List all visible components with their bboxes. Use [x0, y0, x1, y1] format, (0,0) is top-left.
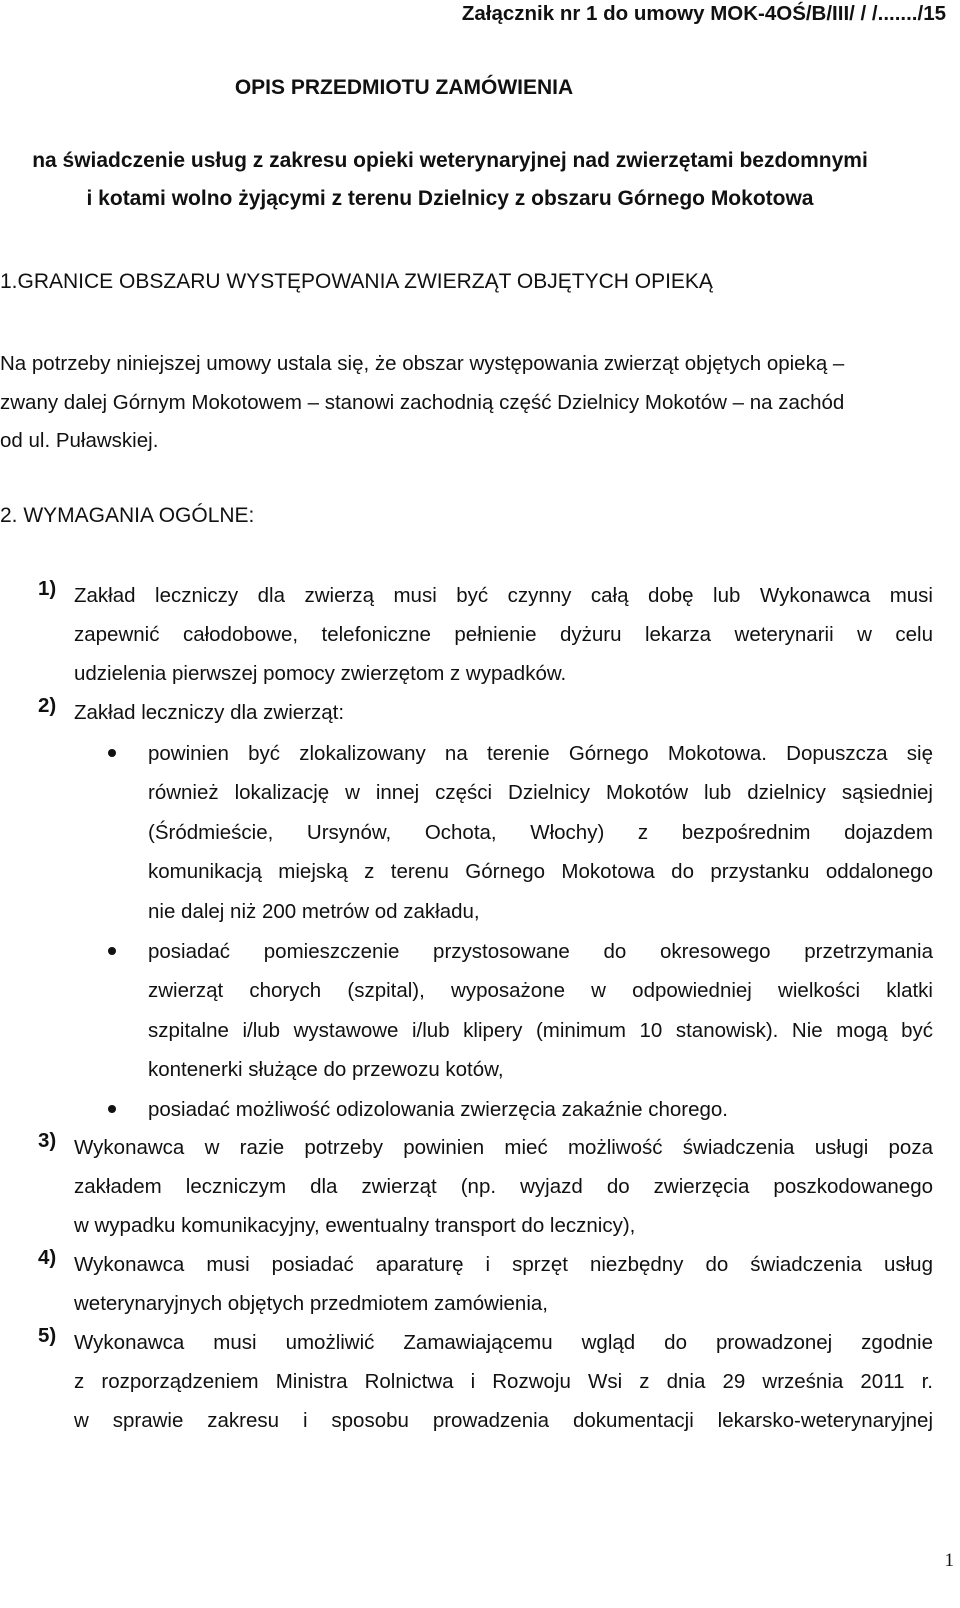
section-1-paragraph: [0, 345, 960, 461]
item-line: zapewnić całodobowe, telefoniczne pełnienie dyżuru lekarza weterynarii w celu: [74, 622, 933, 646]
item-text: [74, 1324, 933, 1440]
subtitle-line: na świadczenie usług z zakresu opieki weterynaryjnej nad zwierzętami bezdomnymi: [32, 149, 868, 172]
item-line: Wykonawca musi posiadać aparaturę i sprzęt niezbędny do świadczenia usług: [74, 1253, 933, 1276]
bullet-icon: [108, 749, 116, 757]
bullet-line: posiadać możliwość odizolowania zwierzęcia zakaźnie chorego.: [148, 1098, 728, 1121]
item-text: [74, 1129, 933, 1245]
item-text: [74, 1246, 933, 1324]
bullet-line: powinien być zlokalizowany na terenie Górnego Mokotowa. Dopuszcza się: [148, 742, 933, 765]
document-title: OPIS PRZEDMIOTU ZAMÓWIENIA: [234, 76, 574, 99]
item-line: weterynaryjnych objętych przedmiotem zamówienia,: [74, 1291, 548, 1315]
bullet-line: posiadać pomieszczenie przystosowane do okresowego przetrzymania: [148, 940, 933, 963]
item-line: Wykonawca w razie potrzeby powinien mieć możliwość świadczenia usługi poza: [74, 1136, 933, 1159]
attachment-reference: Załącznik nr 1 do umowy MOK-4OŚ/B/III/ / /......./15: [461, 2, 946, 25]
item-line: w sprawie zakresu i sposobu prowadzenia dokumentacji lekarsko-weterynaryjnej: [74, 1408, 933, 1432]
paragraph-line: zwany dalej Górnym Mokotowem – stanowi zachodnią część Dzielnicy Mokotów – na zachód: [0, 390, 845, 414]
item-line: zakładem leczniczym dla zwierząt (np. wyjazd do zwierzęcia poszkodowanego: [74, 1174, 933, 1198]
bullet-line: nie dalej niż 200 metrów od zakładu,: [148, 899, 480, 923]
item-number: 1): [38, 577, 57, 600]
item-line: Wykonawca musi umożliwić Zamawiającemu wgląd do prowadzonej zgodnie: [74, 1331, 933, 1354]
bullet-text: [148, 1090, 933, 1129]
item-line: w wypadku komunikacyjny, ewentualny transport do lecznicy),: [74, 1213, 636, 1237]
item-number: 5): [38, 1324, 57, 1347]
item-text: [74, 577, 933, 693]
item-line: Zakład leczniczy dla zwierząt:: [74, 701, 345, 724]
bullet-icon: [108, 1105, 116, 1113]
document-subtitle: [0, 142, 900, 218]
page-number: 1: [944, 1550, 954, 1571]
item-number: 3): [38, 1129, 57, 1152]
bullet-text: [148, 734, 933, 931]
bullet-line: zwierząt chorych (szpital), wyposażone w odpowiedniej wielkości klatki: [148, 979, 933, 1003]
bullet-line: (Śródmieście, Ursynów, Ochota, Włochy) z bezpośrednim dojazdem: [148, 820, 933, 844]
paragraph-line: Na potrzeby niniejszej umowy ustala się, że obszar występowania zwierząt objętych opieką –: [0, 352, 845, 375]
item-text: [74, 694, 933, 733]
subtitle-line: i kotami wolno żyjącymi z terenu Dzielnicy z obszaru Górnego Mokotowa: [86, 187, 814, 210]
section-1-heading: 1.GRANICE OBSZARU WYSTĘPOWANIA ZWIERZĄT OBJĘTYCH OPIEKĄ: [0, 270, 713, 293]
bullet-line: komunikacją miejską z terenu Górnego Mokotowa do przystanku oddalonego: [148, 860, 933, 884]
item-number: 2): [38, 694, 57, 717]
bullet-line: szpitalne i/lub wystawowe i/lub klipery (minimum 10 stanowisk). Nie mogą być: [148, 1018, 933, 1042]
item-line: z rozporządzeniem Ministra Rolnictwa i Rozwoju Wsi z dnia 29 września 2011 r.: [74, 1369, 933, 1393]
paragraph-line: od ul. Puławskiej.: [0, 429, 159, 452]
bullet-line: kontenerki służące do przewozu kotów,: [148, 1058, 504, 1082]
item-line: udzielenia pierwszej pomocy zwierzętom z wypadków.: [74, 661, 567, 685]
bullet-text: [148, 932, 933, 1090]
section-2-heading: 2. WYMAGANIA OGÓLNE:: [0, 504, 255, 527]
item-number: 4): [38, 1246, 57, 1269]
item-line: Zakład leczniczy dla zwierzą musi być czynny całą dobę lub Wykonawca musi: [74, 584, 933, 607]
bullet-icon: [108, 947, 116, 955]
bullet-line: również lokalizację w innej części Dzielnicy Mokotów lub dzielnicy sąsiedniej: [148, 781, 933, 805]
